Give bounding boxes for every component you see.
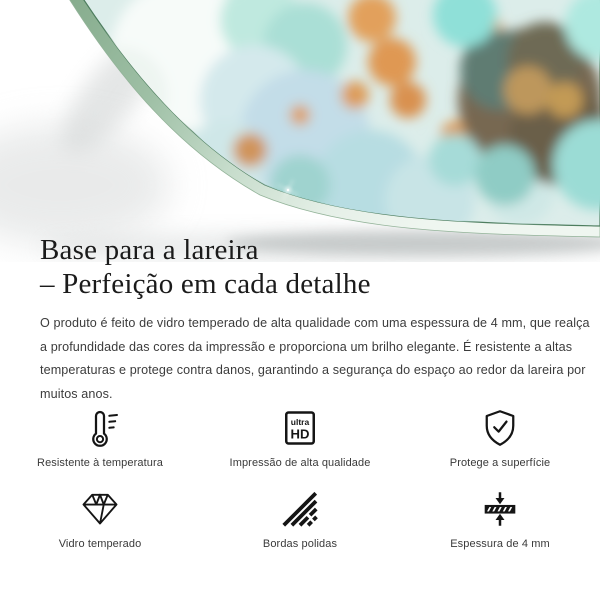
polished-edges-icon: [280, 485, 320, 533]
product-description: [40, 312, 590, 406]
feature-tempered-glass: [0, 485, 200, 550]
description-line: temperaturas e protege contra danos, garantindo a segurança do espaço ao redor da lareira por: [40, 363, 586, 377]
description-line: muitos anos.: [40, 386, 113, 401]
description-line: a profundidade das cores da impressão e proporciona um brilho elegante. É resistente a altas: [40, 339, 573, 354]
thermometer-icon: [80, 404, 120, 452]
ultra-hd-icon-text-top: ultra: [290, 416, 310, 427]
features-grid: [0, 404, 600, 550]
product-image: [0, 0, 600, 262]
page-title-line1: Base para a lareira: [40, 234, 259, 266]
ultra-hd-icon-text-bottom: HD: [290, 426, 310, 442]
feature-thickness: [400, 485, 600, 550]
feature-label: Protege a superfície: [449, 457, 551, 469]
thickness-icon: [480, 485, 520, 533]
diamond-icon: [80, 485, 120, 533]
feature-label: Espessura de 4 mm: [450, 538, 550, 550]
feature-label: Bordas polidas: [262, 538, 338, 550]
ultra-hd-icon: [280, 404, 320, 452]
page-title-line2: – Perfeição em cada detalhe: [40, 268, 371, 300]
shield-check-icon: [480, 404, 520, 452]
page-title: [40, 233, 371, 301]
description-line: O produto é feito de vidro temperado de alta qualidade com uma espessura de 4 mm, que realça: [40, 316, 590, 330]
feature-polished-edges: [200, 485, 400, 550]
feature-label: Impressão de alta qualidade: [229, 457, 371, 469]
feature-print-quality: [200, 404, 400, 469]
feature-label: Vidro temperado: [58, 538, 142, 550]
feature-surface-protection: [400, 404, 600, 469]
feature-label: Resistente à temperatura: [37, 457, 163, 469]
feature-temperature-resistant: [0, 404, 200, 469]
